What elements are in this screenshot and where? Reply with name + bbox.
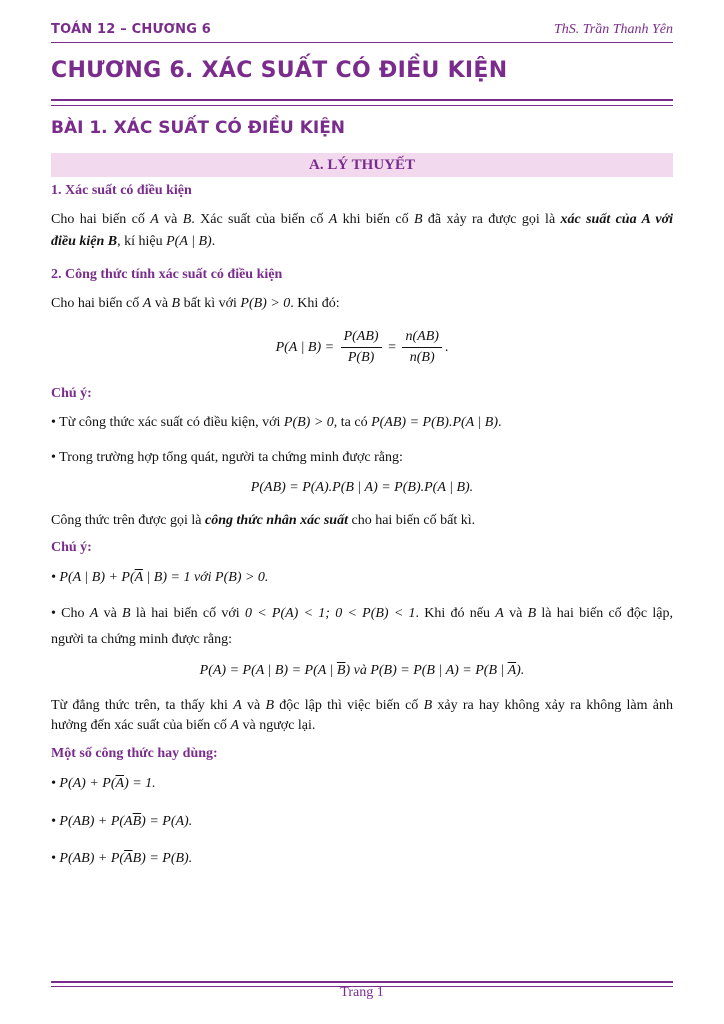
s2-formula: P(A | B) = $\frac{P(AB)}{P(B)}$ = $\frac{n(AB)}{n(B)}$ . [51,326,673,370]
note2-text-line2: hưởng đến xác suất của biến cố A và ngược lại. [51,718,316,733]
note2-bullet1: • P(A | $B) + P(\overline{A}$ | B) = 1 với P(B) > 0. [51,570,269,585]
formula-2: • $P(AB) + P(A\overline{B}) = P(A)$. [51,814,193,829]
formulas-label: Một số công thức hay dùng: [51,746,218,761]
note2-bullet2-line2: người ta chứng minh được rằng: [51,632,233,647]
fraction-prob: $\frac{P(AB)}{P(B)}$ [341,327,382,368]
fraction-count: $\frac{n(AB)}{n(B)}$ [402,327,441,368]
note1-label: Chú ý: [51,386,92,401]
header-author: ThS. Trần Thanh Yên [553,22,673,37]
formula-3: • $P(AB) + P(\overline{A}B) = P(B)$. [51,851,193,866]
page-number: Trang 1 [340,985,384,1000]
note1-bullet2: • Trong trường hợp tổng quát, người ta chứng minh được rằng: [51,450,403,465]
page-header [51,22,673,43]
chapter-title: CHƯƠNG 6. XÁC SUẤT CÓ ĐIỀU KIỆN [51,58,508,83]
header-course: TOÁN 12 – CHƯƠNG 6 [51,22,212,37]
section-band: A. LÝ THUYẾT [51,153,673,177]
s2-intro: Cho hai biến cố A và B bất kì với P(B) > 0. Khi đó: [51,296,340,311]
s1-para-line1: Cho hai biến cố A và B. Xác suất của biến cố A khi biến cố B đã xảy ra được gọi là xác suất của A với [51,212,673,227]
note1-conclusion: Công thức trên được gọi là công thức nhân xác suất cho hai biến cố bất kì. [51,513,476,528]
note1-formula: P(AB) = P(A).P(B | A) = P(B).P(A | B). [250,480,474,495]
note2-text-line1: Từ đẳng thức trên, ta thấy khi A và B độc lập thì việc biến cố B xảy ra hay không xảy ra không làm ảnh [51,698,674,713]
s1-para-line2: điều kiện B, kí hiệu P(A | B). [51,234,216,249]
note2-formula: P(A) = P(A | B) = P(A | $\overline{B}$) và P(B) = P(B | A) = P(B | $\overline{A}$). [199,663,525,678]
lesson-title: BÀI 1. XÁC SUẤT CÓ ĐIỀU KIỆN [51,118,346,138]
note2-label: Chú ý: [51,540,92,555]
chapter-divider [51,99,673,106]
s1-heading: 1. Xác suất có điều kiện [51,183,192,198]
note2-bullet2-line1: • Cho A và B là hai biến cố với 0 < P(A) < 1; 0 < P(B) < 1. Khi đó nếu A và B là hai biến cố độc lập, [51,606,674,621]
formula-1: • $P(A) + P(\overline{A}) = 1$. [51,776,156,791]
note1-bullet1: • Từ công thức xác suất có điều kiện, với P(B) > 0, ta có P(AB) = P(B).P(A | B). [51,415,502,430]
s2-heading: 2. Công thức tính xác suất có điều kiện [51,267,283,282]
